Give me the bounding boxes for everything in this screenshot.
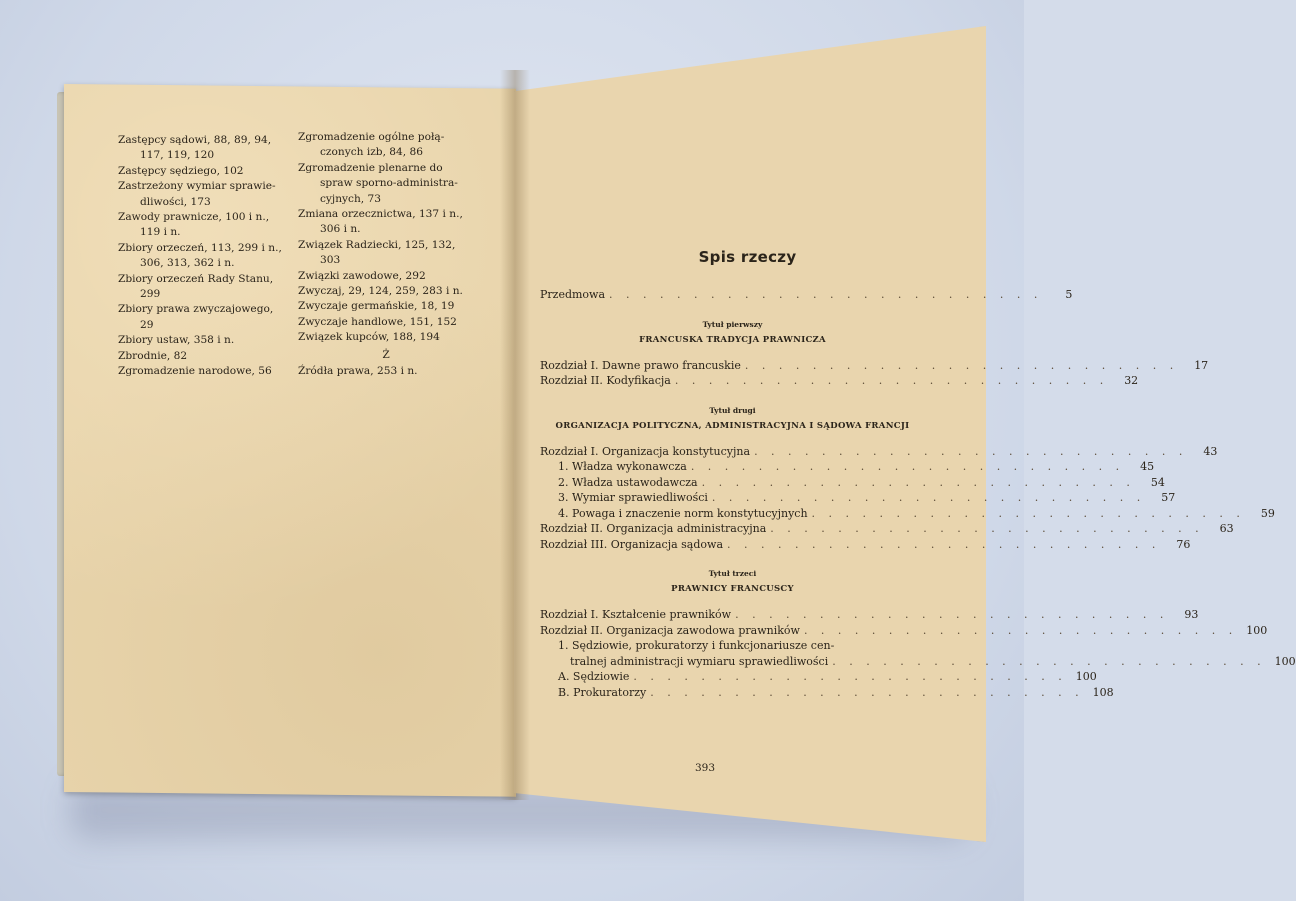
- index-entry-line: Związek Radziecki, 125, 132,: [298, 238, 456, 251]
- index-entry-line: Zwyczaj, 29, 124, 259, 283 i n.: [298, 285, 463, 298]
- index-letter-heading: Ż: [382, 348, 390, 361]
- book-gutter: [500, 70, 530, 800]
- toc-row: [540, 475, 1165, 492]
- index-entry-line: Zastępcy sądowi, 88, 89, 94,: [118, 134, 272, 146]
- toc-row-label: Rozdział II. Kodyfikacja: [540, 374, 671, 387]
- index-entry: [118, 364, 290, 379]
- toc-row-page: 17: [1194, 358, 1209, 372]
- toc-row-label: Rozdział I. Kształcenie prawników: [540, 608, 732, 621]
- page-number: 393: [695, 762, 716, 774]
- index-entry-line: Zgromadzenie plenarne do: [298, 161, 443, 174]
- toc-row-page: 63: [1219, 522, 1234, 535]
- index-entry-line: Zwyczaje handlowe, 151, 152: [298, 315, 457, 328]
- table-of-contents: [540, 248, 1296, 701]
- index-entry-line: spraw sporno-administra-: [320, 177, 458, 190]
- toc-leader-dots: . . . . . . . . . . . . . . . . . . . . . . . . . .: [735, 608, 1169, 621]
- index-entry: [118, 179, 290, 210]
- index-entry-line: Zastrzeżony wymiar sprawie-: [118, 180, 276, 193]
- toc-part-number: Tytuł pierwszy: [702, 319, 763, 329]
- toc-row-label: Rozdział II. Organizacja zawodowa prawników: [540, 623, 800, 637]
- index-entry-line: Zastępcy sędziego, 102: [118, 164, 244, 177]
- index-column-1: [118, 133, 290, 380]
- toc-row-page: 43: [1203, 444, 1218, 458]
- index-entry-line: Zwyczaje germańskie, 18, 19: [298, 300, 455, 313]
- toc-title: Spis rzeczy: [698, 248, 797, 266]
- toc-row: [540, 288, 1073, 304]
- toc-leader-dots: . . . . . . . . . . . . . . . . . . . . . . . . . .: [690, 460, 1125, 473]
- toc-row-label: 1. Władza wykonawcza: [558, 460, 687, 473]
- index-entry-line: Zbiory orzeczeń, 113, 299 i n.,: [118, 241, 282, 254]
- index-entry: [118, 349, 290, 364]
- toc-row-page: 59: [1260, 506, 1275, 520]
- toc-row: [540, 654, 1296, 671]
- index-column-2: [298, 130, 474, 380]
- toc-leader-dots: . . . . . . . . . . . . . . . . . . . . . . . . . .: [744, 358, 1179, 372]
- toc-row-page: 54: [1150, 475, 1165, 489]
- toc-row: [540, 374, 1139, 390]
- toc-row: [540, 444, 1218, 461]
- toc-part-number: Tytuł trzeci: [708, 569, 757, 578]
- toc-leader-dots: . . . . . . . . . . . . . . . . . . . . . . . . . .: [701, 475, 1135, 489]
- toc-part-title: FRANCUSKA TRADYCJA PRAWNICZA: [639, 334, 826, 345]
- index-entry: [118, 133, 290, 164]
- index-entry: [298, 161, 474, 207]
- toc-row-label: 1. Sędziowie, prokuratorzy i funkcjonariusze cen-: [558, 639, 835, 652]
- index-entry: [118, 241, 290, 272]
- index-entry-line: 306, 313, 362 i n.: [140, 257, 235, 270]
- index-entry-line: Związki zawodowe, 292: [298, 269, 426, 282]
- toc-row: [540, 506, 1275, 523]
- toc-row: [540, 460, 1155, 476]
- toc-part-number: Tytuł drugi: [709, 405, 756, 415]
- index-entry: [118, 333, 290, 348]
- toc-row: [540, 670, 1097, 686]
- index-entry-line: Związek kupców, 188, 194: [298, 331, 440, 344]
- index-entry: [298, 269, 474, 284]
- index-entry: [118, 210, 290, 241]
- index-entry: Źródła prawa, 253 i n.: [298, 365, 418, 378]
- toc-part-title: PRAWNICY FRANCUSCY: [671, 584, 794, 594]
- index-entry-line: 119 i n.: [140, 226, 181, 239]
- index-entry: [298, 284, 474, 299]
- toc-part-title: ORGANIZACJA POLITYCZNA, ADMINISTRACYJNA I SĄDOWA FRANCJI: [555, 420, 910, 431]
- index-entry-line: Zawody prawnicze, 100 i n.,: [118, 211, 270, 224]
- index-entry: [298, 299, 474, 314]
- index-entry-line: cyjnych, 73: [320, 192, 381, 205]
- toc-leader-dots: . . . . . . . . . . . . . . . . . . . . . . . . . .: [803, 623, 1238, 637]
- index-entry-line: 306 i n.: [320, 223, 361, 236]
- toc-leader-dots: . . . . . . . . . . . . . . . . . . . . . . . . . .: [754, 444, 1188, 458]
- toc-leader-dots: . . . . . . . . . . . . . . . . . . . . . . . . . .: [811, 506, 1245, 520]
- index-entry: [298, 130, 474, 161]
- toc-row: [540, 639, 925, 655]
- toc-leader-dots: . . . . . . . . . . . . . . . . . . . . . . . . . .: [711, 491, 1146, 504]
- toc-leader-dots: . . . . . . . . . . . . . . . . . . . . . . . . . .: [727, 537, 1161, 551]
- index-entry-line: Zbrodnie, 82: [118, 349, 188, 362]
- toc-row-label: A. Sędziowie: [558, 670, 630, 683]
- index-entry-line: Zgromadzenie ogólne połą-: [298, 131, 445, 143]
- index-entry-line: Zbiory orzeczeń Rady Stanu,: [118, 272, 274, 285]
- toc-row-label: Rozdział I. Dawne prawo francuskie: [540, 358, 741, 372]
- toc-leader-dots: . . . . . . . . . . . . . . . . . . . . . . . . . .: [633, 670, 1067, 683]
- index-entry: [118, 164, 290, 179]
- index-entry: [118, 302, 290, 333]
- index-entry-line: 29: [140, 318, 154, 331]
- toc-leader-dots: . . . . . . . . . . . . . . . . . . . . . . . . . .: [609, 288, 1043, 301]
- toc-row-page: 57: [1161, 491, 1176, 504]
- toc-row-label: Rozdział I. Organizacja konstytucyjna: [540, 444, 751, 458]
- toc-row-page: 108: [1092, 685, 1114, 699]
- toc-row-label: B. Prokuratorzy: [558, 685, 647, 699]
- toc-row-label: Przedmowa: [540, 288, 606, 301]
- toc-row-page: 76: [1176, 537, 1191, 551]
- toc-row-page: 45: [1140, 460, 1155, 473]
- toc-row-page: 5: [1065, 288, 1073, 301]
- toc-leader-dots: . . . . . . . . . . . . . . . . . . . . . . . . . .: [770, 522, 1204, 535]
- toc-row: [540, 537, 1191, 554]
- toc-row: [540, 685, 1114, 702]
- toc-row: [540, 608, 1199, 624]
- index-entry-line: Zgromadzenie narodowe, 56: [118, 365, 272, 378]
- index-entry: [298, 315, 474, 330]
- index-entry-line: Zbiory ustaw, 358 i n.: [118, 334, 235, 347]
- index-entry-line: dliwości, 173: [140, 195, 211, 208]
- toc-row-label: 4. Powaga i znaczenie norm konstytucyjnych: [558, 506, 808, 520]
- toc-row-label: 2. Władza ustawodawcza: [558, 475, 698, 489]
- toc-row: [540, 358, 1209, 375]
- index-entry: [118, 272, 290, 303]
- index-entry-line: Zbiory prawa zwyczajowego,: [118, 303, 274, 316]
- toc-row-label: 3. Wymiar sprawiedliwości: [558, 491, 708, 504]
- toc-leader-dots: . . . . . . . . . . . . . . . . . . . . . . . . . .: [674, 374, 1109, 387]
- index-entry-line: 303: [320, 254, 341, 267]
- index-entry-line: czonych izb, 84, 86: [320, 146, 424, 159]
- toc-row: [540, 522, 1234, 538]
- toc-row-page: 100: [1246, 623, 1268, 637]
- index-entry: [298, 207, 474, 238]
- toc-leader-dots: . . . . . . . . . . . . . . . . . . . . . . . . . .: [650, 685, 1084, 699]
- index-entry: [298, 330, 474, 345]
- index-entry-line: Zmiana orzecznictwa, 137 i n.,: [298, 208, 463, 221]
- toc-row-page: 100: [1075, 670, 1097, 683]
- index-entry-line: 299: [140, 288, 161, 301]
- index-entry: [298, 238, 474, 269]
- toc-leader-dots: . . . . . . . . . . . . . . . . . . . . . . . . . .: [832, 654, 1266, 668]
- toc-row-label: Rozdział II. Organizacja administracyjna: [540, 522, 767, 535]
- toc-row: [540, 623, 1268, 640]
- toc-row-page: 100: [1274, 654, 1296, 668]
- toc-row-label: Rozdział III. Organizacja sądowa: [540, 537, 724, 551]
- toc-row-page: 93: [1184, 608, 1199, 621]
- index-entry-line: 117, 119, 120: [140, 149, 215, 162]
- toc-row-page: 32: [1124, 374, 1139, 387]
- toc-row: [540, 491, 1176, 507]
- toc-row-label: tralnej administracji wymiaru sprawiedliwości: [570, 654, 829, 668]
